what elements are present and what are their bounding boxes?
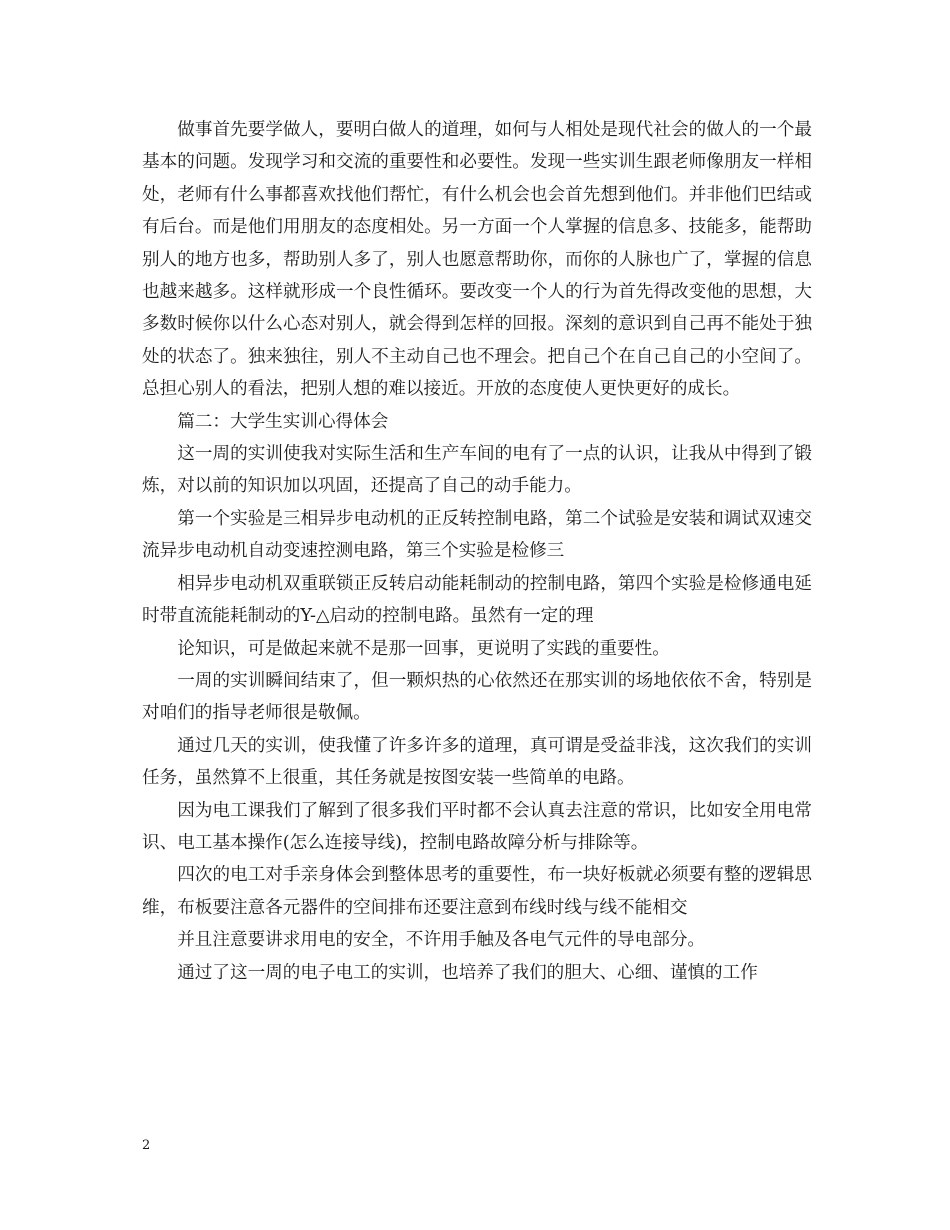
paragraph-4: 相异步电动机双重联锁正反转启动能耗制动的控制电路，第四个实验是检修通电延时带直流能耗制动的Y-△启动的控制电路。虽然有一定的理 bbox=[142, 573, 812, 627]
page-number: 2 bbox=[142, 1138, 151, 1153]
paragraph-2: 这一周的实训使我对实际生活和生产车间的电有了一点的认识，让我从中得到了锻炼，对以前的知识加以巩固，还提高了自己的动手能力。 bbox=[142, 444, 812, 497]
paragraph-6: 一周的实训瞬间结束了，但一颗炽热的心依然还在那实训的场地依依不舍，特别是对咱们的指导老师很是敬佩。 bbox=[142, 670, 812, 724]
paragraph-7: 通过几天的实训，使我懂了许多许多的道理，真可谓是受益非浅，这次我们的实训任务，虽然算不上很重，其任务就是按图安装一些简单的电路。 bbox=[142, 735, 812, 789]
paragraph-8: 因为电工课我们了解到了很多我们平时都不会认真去注意的常识，比如安全用电常识、电工基本操作(怎么连接导线)，控制电路故障分析与排除等。 bbox=[142, 800, 812, 853]
document-body bbox=[142, 114, 812, 989]
paragraph-9: 四次的电工对手亲身体会到整体思考的重要性，布一块好板就必须要有整的逻辑思维，布板要注意各元器件的空间排布还要注意到布线时线与线不能相交 bbox=[142, 865, 812, 918]
section-heading: 篇二：大学生实训心得体会 bbox=[177, 411, 389, 432]
paragraph-3: 第一个实验是三相异步电动机的正反转控制电路，第二个试验是安装和调试双速交流异步电动机自动变速控测电路，第三个实验是检修三 bbox=[142, 508, 812, 562]
paragraph-5: 论知识，可是做起来就不是那一回事，更说明了实践的重要性。 bbox=[177, 638, 670, 659]
paragraph-1: 做事首先要学做人，要明白做人的道理，如何与人相处是现代社会的做人的一个最基本的问题。发现学习和交流的重要性和必要性。发现一些实训生跟老师像朋友一样相处，老师有什么事都喜欢找他们帮忙，有什么机会也会首先想到他们。并非他们巴结或有后台。而是他们用朋友的态度相处。另一方面一个人掌握的信息多、技能多，能帮助别人的地方也多，帮助别人多了，别人也愿意帮助你，而你的人脉也广了，掌握的信息也越来越多。这样就形成一个良性循环。要改变一个人的行为首先得改变他的思想，大多数时候你以什么心态对别人，就会得到怎样的回报。深刻的意识到自己再不能处于独处的状态了。独来独往，别人不主动自己也不理会。把自己个在自己自己的小空间了。总担心别人的看法，把别人想的难以接近。开放的态度使人更快更好的成长。 bbox=[142, 120, 812, 400]
paragraph-11: 通过了这一周的电子电工的实训，也培养了我们的胆大、心细、谨慎的工作 bbox=[177, 962, 758, 983]
paragraph-10: 并且注意要讲求用电的安全，不许用手触及各电气元件的导电部分。 bbox=[177, 930, 706, 951]
